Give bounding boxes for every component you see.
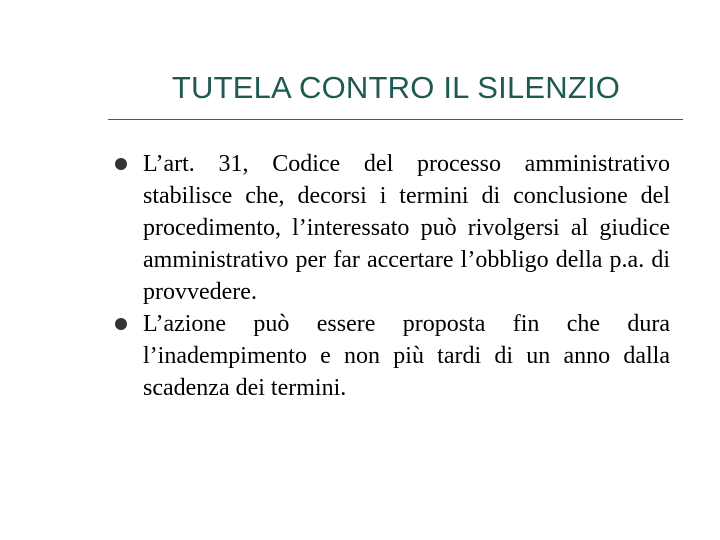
bullet-dot-icon — [115, 158, 127, 170]
slide-title: TUTELA CONTRO IL SILENZIO — [171, 70, 621, 105]
bullet-text: L’art. 31, Codice del processo amministrativo stabilisce che, decorsi i termini di conclusione del procedimento, l’interessato può rivolgersi al giudice amministrativo per far accertare l’obbligo della p.a. di provvedere. — [143, 151, 670, 305]
bullet-text: L’azione può essere proposta fin che dura l’inadempimento e non più tardi di un anno dalla scadenza dei termini. — [143, 311, 670, 401]
bullet-dot-icon — [115, 318, 127, 330]
bullet-list — [110, 148, 670, 404]
title-divider — [108, 119, 683, 120]
bullet-item — [110, 308, 670, 404]
bullet-item — [110, 148, 670, 308]
